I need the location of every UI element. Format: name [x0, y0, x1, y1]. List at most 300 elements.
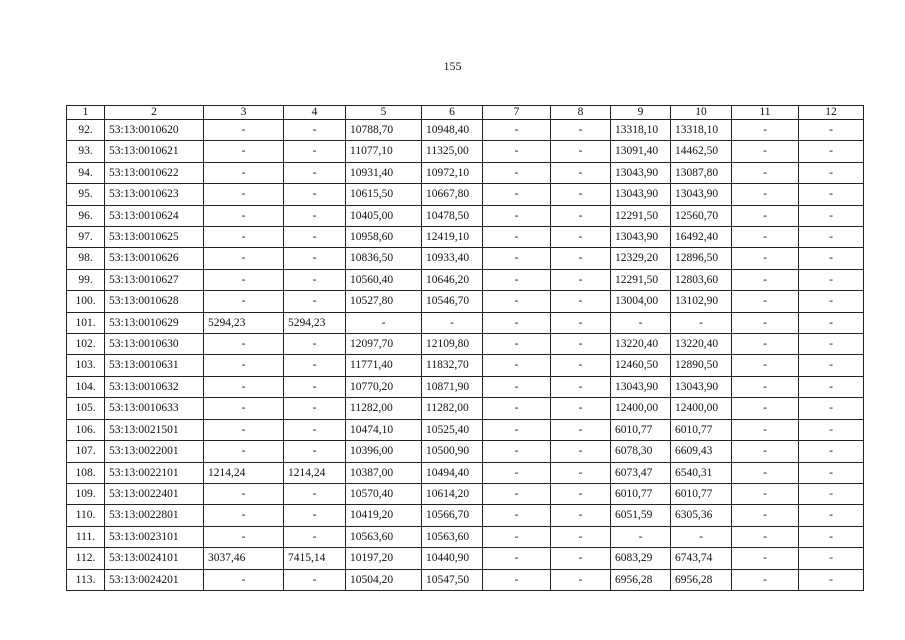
- table-row: [67, 248, 864, 269]
- value-cell: -: [799, 505, 864, 526]
- value-cell: 13318,10: [611, 120, 671, 141]
- value-cell: -: [483, 120, 551, 141]
- table-row: [67, 483, 864, 504]
- value-cell: -: [671, 526, 732, 547]
- cadastral-number-cell: 53:13:0021501: [105, 419, 204, 440]
- value-cell: 10494,40: [422, 462, 483, 483]
- cadastral-number-cell: 53:13:0010627: [105, 269, 204, 290]
- value-cell: 10646,20: [422, 269, 483, 290]
- row-number-cell: 109.: [67, 483, 105, 504]
- table-row: [67, 184, 864, 205]
- value-cell: 11771,40: [346, 355, 422, 376]
- value-cell: 12560,70: [671, 205, 732, 226]
- row-number-cell: 110.: [67, 505, 105, 526]
- table-row: [67, 269, 864, 290]
- value-cell: -: [284, 334, 346, 355]
- value-cell: -: [551, 462, 611, 483]
- value-cell: -: [284, 376, 346, 397]
- value-cell: 13318,10: [671, 120, 732, 141]
- table-row: [67, 227, 864, 248]
- value-cell: -: [483, 312, 551, 333]
- value-cell: 12291,50: [611, 205, 671, 226]
- value-cell: 10405,00: [346, 205, 422, 226]
- value-cell: -: [732, 269, 799, 290]
- row-number-cell: 108.: [67, 462, 105, 483]
- value-cell: -: [732, 355, 799, 376]
- data-table: [66, 105, 864, 591]
- value-cell: 12419,10: [422, 227, 483, 248]
- cadastral-number-cell: 53:13:0022801: [105, 505, 204, 526]
- table-row: [67, 376, 864, 397]
- value-cell: -: [284, 269, 346, 290]
- value-cell: 10788,70: [346, 120, 422, 141]
- row-number-cell: 111.: [67, 526, 105, 547]
- value-cell: -: [483, 526, 551, 547]
- value-cell: -: [284, 355, 346, 376]
- value-cell: 13220,40: [611, 334, 671, 355]
- value-cell: 10527,80: [346, 291, 422, 312]
- value-cell: -: [732, 205, 799, 226]
- value-cell: -: [483, 569, 551, 590]
- value-cell: 6051,59: [611, 505, 671, 526]
- value-cell: 10547,50: [422, 569, 483, 590]
- cadastral-number-cell: 53:13:0024101: [105, 548, 204, 569]
- row-number-cell: 98.: [67, 248, 105, 269]
- value-cell: -: [204, 205, 284, 226]
- value-cell: 12460,50: [611, 355, 671, 376]
- table-row: [67, 162, 864, 183]
- row-number-cell: 92.: [67, 120, 105, 141]
- value-cell: 10504,20: [346, 569, 422, 590]
- value-cell: -: [483, 184, 551, 205]
- value-cell: -: [284, 184, 346, 205]
- value-cell: 6305,36: [671, 505, 732, 526]
- value-cell: -: [732, 227, 799, 248]
- value-cell: -: [799, 462, 864, 483]
- value-cell: -: [732, 505, 799, 526]
- value-cell: 13043,90: [611, 227, 671, 248]
- value-cell: -: [284, 419, 346, 440]
- table-header-row: [67, 106, 864, 120]
- value-cell: -: [799, 548, 864, 569]
- cadastral-number-cell: 53:13:0024201: [105, 569, 204, 590]
- row-number-cell: 112.: [67, 548, 105, 569]
- value-cell: -: [551, 548, 611, 569]
- value-cell: 10614,20: [422, 483, 483, 504]
- value-cell: 13043,90: [671, 376, 732, 397]
- value-cell: 12803,60: [671, 269, 732, 290]
- value-cell: 11282,00: [422, 398, 483, 419]
- value-cell: 13043,90: [611, 376, 671, 397]
- value-cell: -: [732, 569, 799, 590]
- value-cell: -: [551, 441, 611, 462]
- value-cell: -: [551, 505, 611, 526]
- value-cell: 10931,40: [346, 162, 422, 183]
- column-header-9: 9: [611, 106, 671, 120]
- value-cell: -: [732, 441, 799, 462]
- value-cell: -: [284, 483, 346, 504]
- value-cell: -: [483, 505, 551, 526]
- value-cell: 13043,90: [611, 184, 671, 205]
- value-cell: -: [284, 120, 346, 141]
- value-cell: -: [799, 312, 864, 333]
- table-row: [67, 505, 864, 526]
- value-cell: 14462,50: [671, 141, 732, 162]
- row-number-cell: 95.: [67, 184, 105, 205]
- value-cell: -: [204, 441, 284, 462]
- value-cell: -: [483, 227, 551, 248]
- column-header-12: 12: [799, 106, 864, 120]
- value-cell: 10478,50: [422, 205, 483, 226]
- value-cell: -: [284, 505, 346, 526]
- row-number-cell: 106.: [67, 419, 105, 440]
- value-cell: -: [422, 312, 483, 333]
- value-cell: -: [551, 355, 611, 376]
- value-cell: -: [551, 312, 611, 333]
- value-cell: -: [799, 334, 864, 355]
- value-cell: 10419,20: [346, 505, 422, 526]
- cadastral-number-cell: 53:13:0010626: [105, 248, 204, 269]
- value-cell: -: [611, 526, 671, 547]
- value-cell: -: [799, 483, 864, 504]
- value-cell: -: [204, 355, 284, 376]
- value-cell: -: [284, 141, 346, 162]
- value-cell: -: [204, 162, 284, 183]
- cadastral-number-cell: 53:13:0010622: [105, 162, 204, 183]
- table-row: [67, 526, 864, 547]
- cadastral-number-cell: 53:13:0010628: [105, 291, 204, 312]
- table-body: [67, 120, 864, 591]
- value-cell: 10500,90: [422, 441, 483, 462]
- row-number-cell: 93.: [67, 141, 105, 162]
- table-row: [67, 398, 864, 419]
- value-cell: -: [551, 227, 611, 248]
- table-row: [67, 141, 864, 162]
- value-cell: -: [204, 291, 284, 312]
- value-cell: 10546,70: [422, 291, 483, 312]
- value-cell: -: [204, 419, 284, 440]
- value-cell: 12097,70: [346, 334, 422, 355]
- table-row: [67, 312, 864, 333]
- value-cell: -: [551, 205, 611, 226]
- value-cell: -: [799, 526, 864, 547]
- value-cell: -: [284, 526, 346, 547]
- value-cell: -: [799, 269, 864, 290]
- value-cell: -: [732, 548, 799, 569]
- value-cell: -: [799, 120, 864, 141]
- value-cell: 12896,50: [671, 248, 732, 269]
- value-cell: -: [551, 419, 611, 440]
- table-row: [67, 120, 864, 141]
- value-cell: -: [284, 398, 346, 419]
- value-cell: -: [732, 141, 799, 162]
- value-cell: 10396,00: [346, 441, 422, 462]
- cadastral-number-cell: 53:13:0023101: [105, 526, 204, 547]
- value-cell: -: [799, 291, 864, 312]
- value-cell: -: [204, 141, 284, 162]
- cadastral-number-cell: 53:13:0010632: [105, 376, 204, 397]
- value-cell: 10197,20: [346, 548, 422, 569]
- value-cell: 6010,77: [611, 483, 671, 504]
- value-cell: 13091,40: [611, 141, 671, 162]
- value-cell: -: [204, 483, 284, 504]
- value-cell: -: [483, 162, 551, 183]
- value-cell: -: [483, 483, 551, 504]
- value-cell: -: [551, 291, 611, 312]
- table-row: [67, 441, 864, 462]
- value-cell: 6083,29: [611, 548, 671, 569]
- cadastral-number-cell: 53:13:0010620: [105, 120, 204, 141]
- value-cell: -: [799, 441, 864, 462]
- value-cell: 11282,00: [346, 398, 422, 419]
- value-cell: -: [732, 184, 799, 205]
- cadastral-number-cell: 53:13:0022101: [105, 462, 204, 483]
- row-number-cell: 103.: [67, 355, 105, 376]
- value-cell: -: [204, 376, 284, 397]
- table-row: [67, 569, 864, 590]
- value-cell: -: [551, 334, 611, 355]
- value-cell: -: [284, 227, 346, 248]
- value-cell: -: [732, 398, 799, 419]
- value-cell: -: [284, 441, 346, 462]
- value-cell: -: [483, 376, 551, 397]
- value-cell: -: [732, 376, 799, 397]
- cadastral-number-cell: 53:13:0010621: [105, 141, 204, 162]
- row-number-cell: 101.: [67, 312, 105, 333]
- value-cell: -: [551, 184, 611, 205]
- value-cell: 10474,10: [346, 419, 422, 440]
- page-number: 155: [443, 59, 462, 73]
- table-row: [67, 548, 864, 569]
- value-cell: 13004,00: [611, 291, 671, 312]
- value-cell: -: [799, 205, 864, 226]
- value-cell: -: [284, 569, 346, 590]
- value-cell: 10570,40: [346, 483, 422, 504]
- value-cell: -: [483, 548, 551, 569]
- value-cell: 10615,50: [346, 184, 422, 205]
- column-header-1: 1: [67, 106, 105, 120]
- value-cell: -: [483, 248, 551, 269]
- cadastral-number-cell: 53:13:0010633: [105, 398, 204, 419]
- value-cell: -: [799, 162, 864, 183]
- value-cell: -: [732, 120, 799, 141]
- value-cell: -: [799, 184, 864, 205]
- table-row: [67, 291, 864, 312]
- value-cell: -: [551, 376, 611, 397]
- row-number-cell: 107.: [67, 441, 105, 462]
- row-number-cell: 104.: [67, 376, 105, 397]
- value-cell: 6010,77: [611, 419, 671, 440]
- value-cell: 10972,10: [422, 162, 483, 183]
- value-cell: -: [204, 398, 284, 419]
- column-header-7: 7: [483, 106, 551, 120]
- value-cell: -: [732, 312, 799, 333]
- value-cell: -: [284, 205, 346, 226]
- cadastral-number-cell: 53:13:0022001: [105, 441, 204, 462]
- cadastral-number-cell: 53:13:0022401: [105, 483, 204, 504]
- value-cell: 12400,00: [611, 398, 671, 419]
- value-cell: -: [551, 248, 611, 269]
- row-number-cell: 96.: [67, 205, 105, 226]
- row-number-cell: 102.: [67, 334, 105, 355]
- row-number-cell: 105.: [67, 398, 105, 419]
- column-header-11: 11: [732, 106, 799, 120]
- value-cell: -: [204, 569, 284, 590]
- row-number-cell: 94.: [67, 162, 105, 183]
- value-cell: -: [284, 162, 346, 183]
- value-cell: 10440,90: [422, 548, 483, 569]
- value-cell: -: [551, 526, 611, 547]
- column-header-4: 4: [284, 106, 346, 120]
- value-cell: 6010,77: [671, 419, 732, 440]
- cadastral-number-cell: 53:13:0010630: [105, 334, 204, 355]
- value-cell: 12291,50: [611, 269, 671, 290]
- value-cell: -: [483, 205, 551, 226]
- value-cell: 10525,40: [422, 419, 483, 440]
- value-cell: 5294,23: [284, 312, 346, 333]
- value-cell: 10871,90: [422, 376, 483, 397]
- value-cell: -: [799, 355, 864, 376]
- column-header-2: 2: [105, 106, 204, 120]
- value-cell: -: [483, 398, 551, 419]
- value-cell: -: [483, 334, 551, 355]
- table-row: [67, 205, 864, 226]
- value-cell: 12109,80: [422, 334, 483, 355]
- value-cell: 13043,90: [671, 184, 732, 205]
- value-cell: 6010,77: [671, 483, 732, 504]
- value-cell: -: [204, 184, 284, 205]
- row-number-cell: 100.: [67, 291, 105, 312]
- column-header-3: 3: [204, 106, 284, 120]
- value-cell: -: [732, 334, 799, 355]
- value-cell: -: [551, 483, 611, 504]
- value-cell: -: [551, 398, 611, 419]
- value-cell: -: [799, 248, 864, 269]
- value-cell: -: [483, 269, 551, 290]
- column-header-8: 8: [551, 106, 611, 120]
- value-cell: -: [204, 269, 284, 290]
- value-cell: -: [204, 505, 284, 526]
- value-cell: 10933,40: [422, 248, 483, 269]
- cadastral-number-cell: 53:13:0010631: [105, 355, 204, 376]
- value-cell: -: [346, 312, 422, 333]
- value-cell: 12400,00: [671, 398, 732, 419]
- column-header-5: 5: [346, 106, 422, 120]
- value-cell: 11325,00: [422, 141, 483, 162]
- value-cell: -: [551, 120, 611, 141]
- value-cell: 3037,46: [204, 548, 284, 569]
- value-cell: -: [284, 248, 346, 269]
- value-cell: -: [483, 291, 551, 312]
- table-row: [67, 462, 864, 483]
- value-cell: 1214,24: [204, 462, 284, 483]
- value-cell: -: [483, 462, 551, 483]
- value-cell: 1214,24: [284, 462, 346, 483]
- value-cell: -: [732, 291, 799, 312]
- value-cell: 13087,80: [671, 162, 732, 183]
- value-cell: 16492,40: [671, 227, 732, 248]
- value-cell: 12329,20: [611, 248, 671, 269]
- value-cell: 12890,50: [671, 355, 732, 376]
- value-cell: -: [204, 334, 284, 355]
- column-header-6: 6: [422, 106, 483, 120]
- value-cell: 6073,47: [611, 462, 671, 483]
- row-number-cell: 97.: [67, 227, 105, 248]
- value-cell: 10948,40: [422, 120, 483, 141]
- value-cell: 10563,60: [422, 526, 483, 547]
- value-cell: 11077,10: [346, 141, 422, 162]
- cadastral-number-cell: 53:13:0010629: [105, 312, 204, 333]
- value-cell: 7415,14: [284, 548, 346, 569]
- value-cell: -: [284, 291, 346, 312]
- value-cell: -: [799, 376, 864, 397]
- value-cell: 11832,70: [422, 355, 483, 376]
- value-cell: -: [483, 141, 551, 162]
- value-cell: -: [204, 248, 284, 269]
- value-cell: -: [483, 419, 551, 440]
- value-cell: -: [732, 162, 799, 183]
- value-cell: -: [732, 462, 799, 483]
- table-row: [67, 334, 864, 355]
- value-cell: 10770,20: [346, 376, 422, 397]
- value-cell: -: [799, 141, 864, 162]
- value-cell: 10566,70: [422, 505, 483, 526]
- table-row: [67, 355, 864, 376]
- value-cell: -: [732, 419, 799, 440]
- value-cell: -: [483, 355, 551, 376]
- value-cell: -: [551, 141, 611, 162]
- value-cell: 6743,74: [671, 548, 732, 569]
- column-header-10: 10: [671, 106, 732, 120]
- value-cell: 13043,90: [611, 162, 671, 183]
- cadastral-number-cell: 53:13:0010625: [105, 227, 204, 248]
- cadastral-number-cell: 53:13:0010624: [105, 205, 204, 226]
- value-cell: -: [799, 419, 864, 440]
- row-number-cell: 113.: [67, 569, 105, 590]
- value-cell: -: [799, 227, 864, 248]
- value-cell: -: [551, 269, 611, 290]
- value-cell: -: [551, 569, 611, 590]
- value-cell: 5294,23: [204, 312, 284, 333]
- value-cell: -: [204, 120, 284, 141]
- value-cell: 10560,40: [346, 269, 422, 290]
- value-cell: -: [732, 248, 799, 269]
- value-cell: 10836,50: [346, 248, 422, 269]
- table-row: [67, 419, 864, 440]
- value-cell: 10387,00: [346, 462, 422, 483]
- value-cell: -: [732, 526, 799, 547]
- value-cell: 6609,43: [671, 441, 732, 462]
- value-cell: -: [204, 526, 284, 547]
- value-cell: 10563,60: [346, 526, 422, 547]
- value-cell: 6956,28: [671, 569, 732, 590]
- value-cell: 6078,30: [611, 441, 671, 462]
- value-cell: 6540,31: [671, 462, 732, 483]
- value-cell: -: [551, 162, 611, 183]
- value-cell: -: [799, 398, 864, 419]
- value-cell: -: [483, 441, 551, 462]
- cadastral-number-cell: 53:13:0010623: [105, 184, 204, 205]
- value-cell: 6956,28: [611, 569, 671, 590]
- value-cell: 13220,40: [671, 334, 732, 355]
- value-cell: -: [611, 312, 671, 333]
- value-cell: -: [204, 227, 284, 248]
- value-cell: -: [732, 483, 799, 504]
- value-cell: 10667,80: [422, 184, 483, 205]
- value-cell: -: [671, 312, 732, 333]
- value-cell: 13102,90: [671, 291, 732, 312]
- row-number-cell: 99.: [67, 269, 105, 290]
